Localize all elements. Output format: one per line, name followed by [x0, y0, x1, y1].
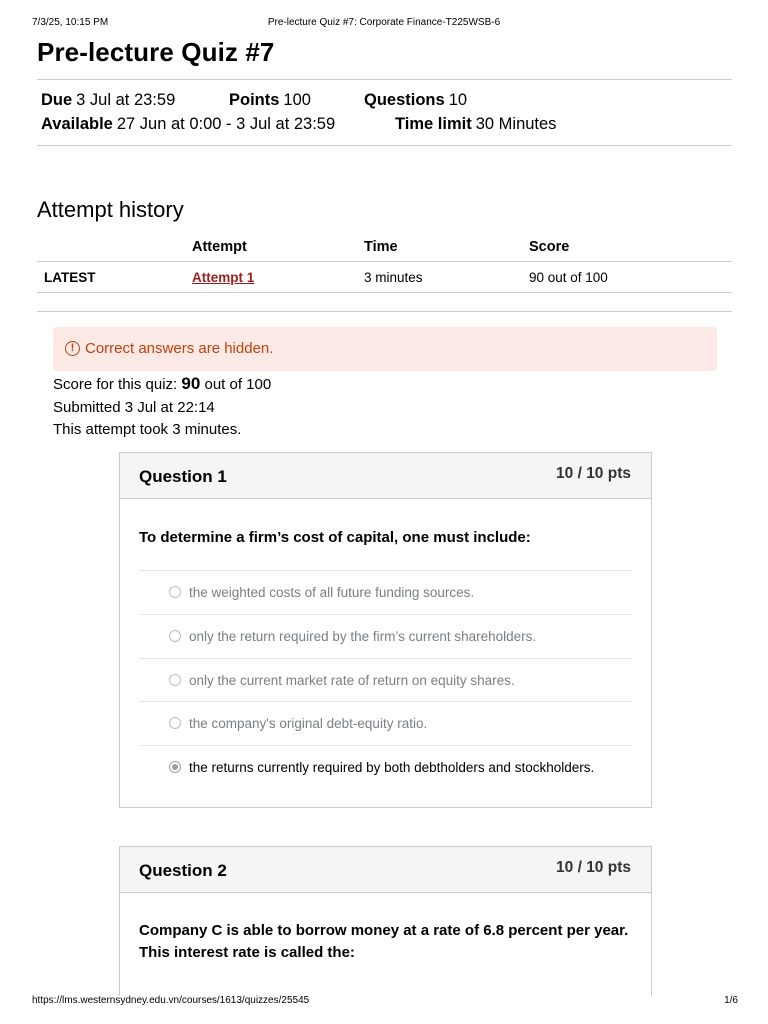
- attempt-link[interactable]: Attempt 1: [192, 270, 255, 285]
- question-title: Question 2: [139, 861, 227, 880]
- questions-value: 10: [448, 91, 468, 109]
- print-footer: [0, 995, 768, 1009]
- question-text: To determine a firm’s cost of capital, one must include:: [139, 529, 531, 546]
- radio-unselected-icon[interactable]: [169, 717, 181, 729]
- question-text: Company C is able to borrow money at a rate of 6.8 percent per year. This interest rate is called the:: [139, 922, 629, 961]
- attempt-history-heading: Attempt history: [37, 197, 184, 222]
- radio-unselected-icon[interactable]: [169, 586, 181, 598]
- attempt-time: 3 minutes: [364, 270, 423, 285]
- time-limit-value: 30 Minutes: [475, 115, 557, 133]
- score-prefix: Score for this quiz:: [53, 376, 182, 393]
- points-value: 100: [283, 91, 311, 109]
- divider: [37, 311, 732, 312]
- table-row-divider: [37, 292, 732, 293]
- table-header-divider: [37, 261, 732, 262]
- score-value: 90: [181, 374, 201, 393]
- points-label: Points: [229, 91, 280, 109]
- answers-hidden-alert: [53, 327, 717, 371]
- question-points: 10 / 10 pts: [556, 465, 631, 482]
- due-value: 3 Jul at 23:59: [76, 91, 176, 109]
- print-page-number: 1/6: [724, 995, 738, 1006]
- answer-text: the company's original debt-equity ratio.: [189, 716, 428, 731]
- radio-unselected-icon[interactable]: [169, 630, 181, 642]
- submitted-info: Submitted 3 Jul at 22:14: [53, 399, 215, 416]
- page-title: Pre-lecture Quiz #7: [37, 37, 275, 67]
- divider: [37, 145, 732, 146]
- print-header: [0, 17, 768, 31]
- answer-option-selected[interactable]: [140, 745, 632, 789]
- question-title: Question 1: [139, 467, 227, 486]
- answer-option[interactable]: [140, 570, 632, 614]
- available-value: 27 Jun at 0:00 - 3 Jul at 23:59: [116, 115, 336, 133]
- answer-text: only the current market rate of return on equity shares.: [189, 673, 515, 688]
- question-card: [119, 846, 652, 996]
- time-limit-label: Time limit: [395, 115, 472, 133]
- time-limit-info: [395, 115, 556, 134]
- latest-tag: LATEST: [44, 270, 96, 285]
- score-suffix: out of 100: [200, 376, 272, 393]
- column-header-time: Time: [364, 239, 398, 255]
- print-url: https://lms.westernsydney.edu.vn/courses/1613/quizzes/25545: [32, 995, 310, 1006]
- questions-info: [364, 91, 467, 110]
- answer-option[interactable]: [140, 701, 632, 745]
- radio-selected-icon[interactable]: [169, 761, 181, 773]
- divider: [37, 79, 732, 80]
- answer-text: the returns currently required by both debtholders and stockholders.: [189, 760, 595, 775]
- answer-text: the weighted costs of all future funding sources.: [189, 585, 475, 600]
- print-date: 7/3/25, 10:15 PM: [32, 17, 109, 28]
- available-label: Available: [41, 115, 113, 133]
- question-header: [120, 453, 651, 499]
- answer-option[interactable]: [140, 658, 632, 702]
- due-info: [41, 91, 175, 110]
- points-info: [229, 91, 311, 110]
- column-header-score: Score: [529, 239, 570, 255]
- attempt-duration: This attempt took 3 minutes.: [53, 421, 242, 438]
- alert-text: Correct answers are hidden.: [85, 340, 274, 357]
- radio-unselected-icon[interactable]: [169, 674, 181, 686]
- question-header: [120, 847, 651, 893]
- question-points: 10 / 10 pts: [556, 859, 631, 876]
- due-label: Due: [41, 91, 73, 109]
- answer-text: only the return required by the firm’s current shareholders.: [189, 629, 537, 644]
- answer-option[interactable]: [140, 614, 632, 658]
- print-doc-title: Pre-lecture Quiz #7: Corporate Finance-T225WSB-6: [267, 17, 501, 28]
- quiz-score: [53, 374, 271, 394]
- attempt-score: 90 out of 100: [529, 270, 608, 285]
- questions-label: Questions: [364, 91, 445, 109]
- exclamation-circle-icon: !: [65, 341, 80, 356]
- available-info: [41, 115, 335, 134]
- question-card: [119, 452, 652, 808]
- column-header-attempt: Attempt: [192, 239, 247, 255]
